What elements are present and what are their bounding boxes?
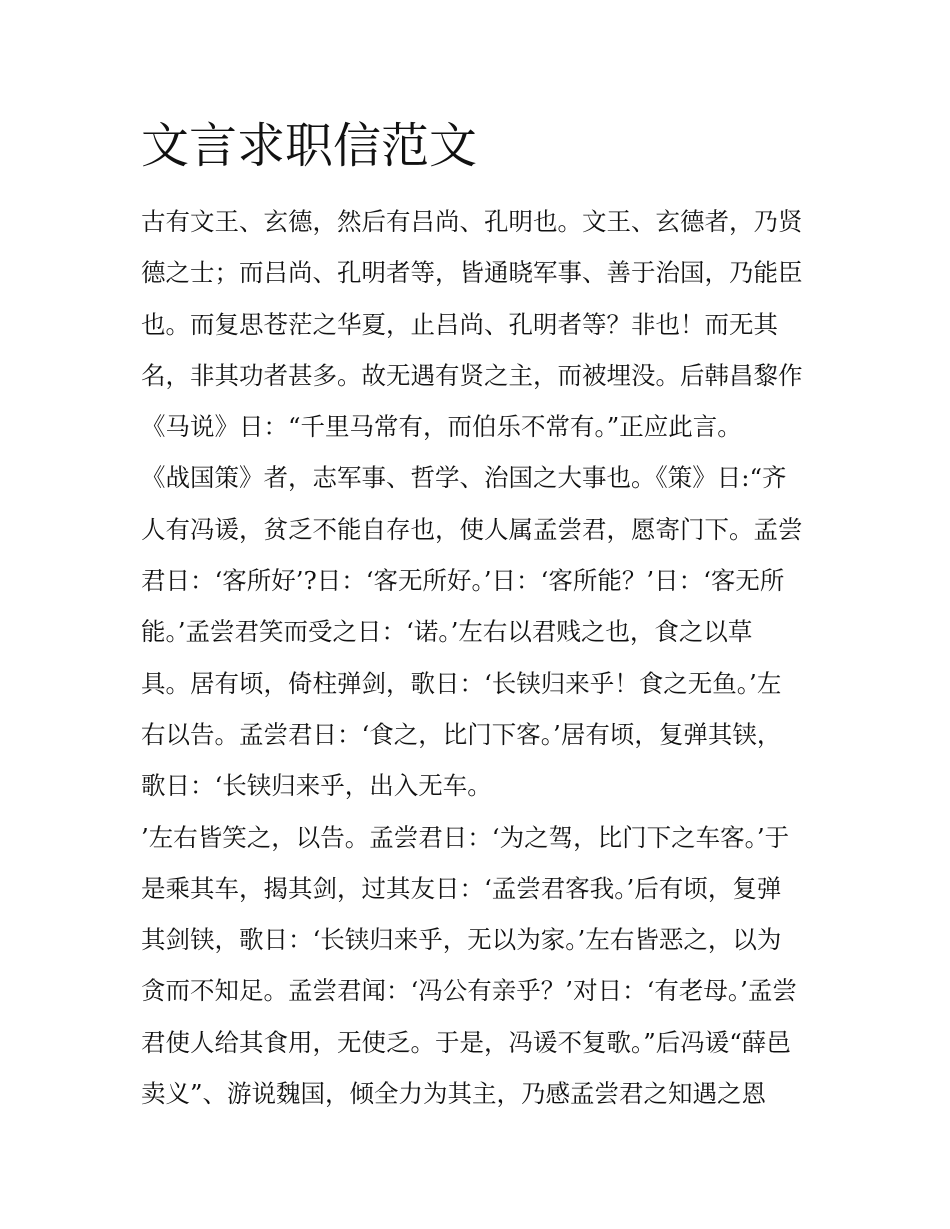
body-line: 德之士；而吕尚、孔明者等，皆通晓军事、善于治国，乃能臣 bbox=[141, 258, 803, 288]
body-line: 是乘其车，揭其剑，过其友日：‘孟尝君客我。’后有顷，复弹 bbox=[141, 873, 782, 903]
body-line: 人有冯谖，贫乏不能自存也，使人属孟尝君，愿寄门下。孟尝 bbox=[141, 514, 803, 544]
body-line: 君使人给其食用，无使乏。于是，冯谖不复歌。”后冯谖“薛邑 bbox=[141, 1027, 791, 1057]
body-line: 能。’孟尝君笑而受之日：‘诺。’左右以君贱之也，食之以草 bbox=[141, 617, 753, 647]
body-line: 《马说》日：“千里马常有，而伯乐不常有。”正应此言。 bbox=[141, 412, 742, 442]
body-line: 卖义”、游说魏国，倾全力为其主，乃感孟尝君之知遇之恩 bbox=[141, 1079, 767, 1109]
body-line: 歌日：‘长铗归来乎，出入无车。 bbox=[141, 771, 492, 801]
document-body bbox=[141, 196, 821, 1119]
body-line: 也。而复思苍茫之华夏，止吕尚、孔明者等？非也！而无其 bbox=[141, 309, 778, 339]
body-line: 《战国策》者，志军事、哲学、治国之大事也。《策》日:“齐 bbox=[141, 463, 787, 493]
body-line: 其剑铗，歌日：‘长铗归来乎，无以为家。’左右皆恶之，以为 bbox=[141, 925, 782, 955]
body-line: ’左右皆笑之，以告。孟尝君日：‘为之驾，比门下之车客。’于 bbox=[141, 822, 790, 852]
body-line: 右以告。孟尝君日：‘食之，比门下客。’居有顷，复弹其铗， bbox=[141, 719, 782, 749]
body-line: 名，非其功者甚多。故无遇有贤之主，而被埋没。后韩昌黎作 bbox=[141, 360, 803, 390]
body-line: 君日：‘客所好’?日：‘客无所好。’日：‘客所能？’日：‘客无所 bbox=[141, 566, 785, 596]
body-line: 古有文王、玄德，然后有吕尚、孔明也。文王、玄德者，乃贤 bbox=[141, 207, 803, 236]
body-line: 贪而不知足。孟尝君闻：‘冯公有亲乎？’对日：‘有老母。’孟尝 bbox=[141, 976, 797, 1006]
body-line: 具。居有顷，倚柱弹剑，歌日：‘长铗归来乎！食之无鱼。’左 bbox=[141, 668, 782, 698]
document-title: 文言求职信范文 bbox=[141, 118, 478, 174]
